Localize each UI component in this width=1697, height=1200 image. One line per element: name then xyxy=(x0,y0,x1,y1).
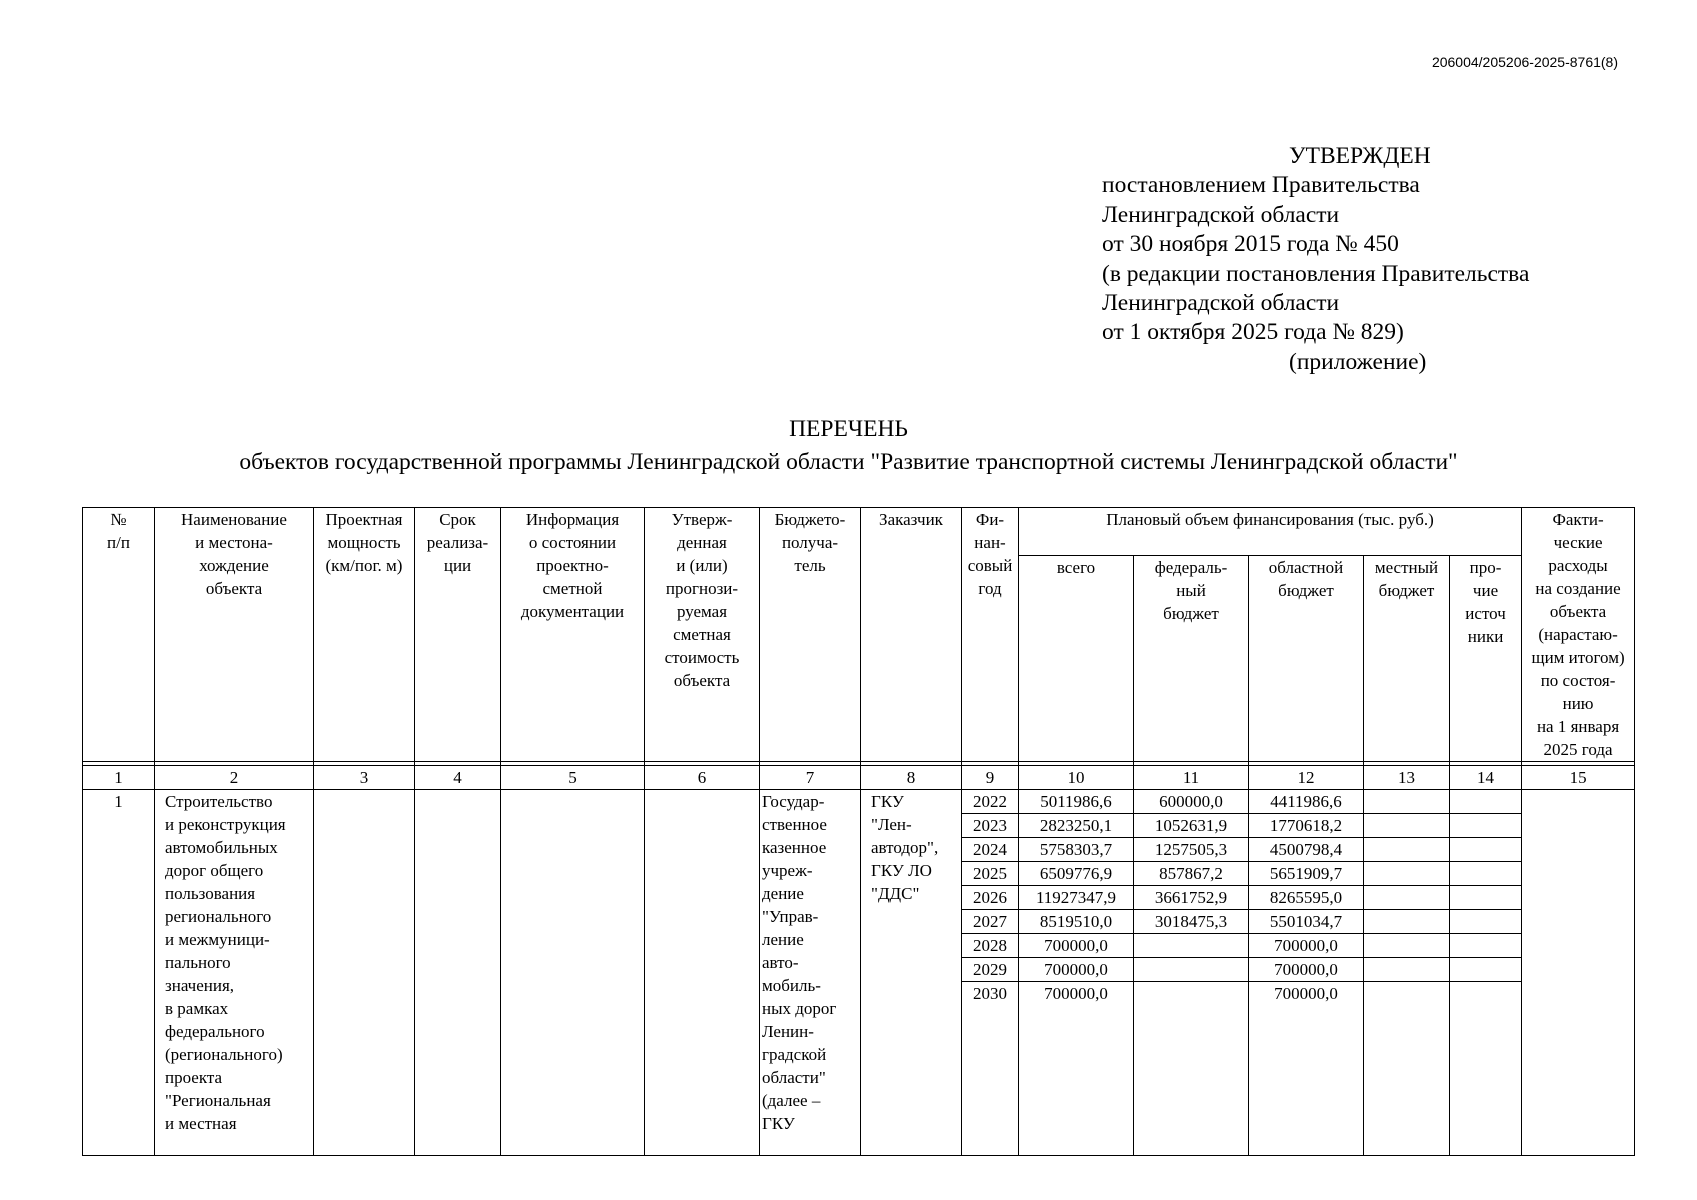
column-number: 7 xyxy=(760,766,861,790)
regional-cell: 4500798,4 xyxy=(1249,838,1364,862)
regional-cell: 5501034,7 xyxy=(1249,910,1364,934)
total-cell: 5758303,7 xyxy=(1019,838,1134,862)
year-cell xyxy=(962,1005,1019,1155)
total-cell xyxy=(1019,1005,1134,1155)
federal-cell xyxy=(1134,1005,1249,1155)
col-header-cost: Утверж- денная и (или) прогнози- руемая сметная стоимость объекта xyxy=(645,508,760,762)
local-cell xyxy=(1364,814,1450,838)
col-header-actual-expenses: Факти- ческие расходы на создание объекта (нарастаю- щим итогом) по состоя- нию на 1 января 2025 года xyxy=(1522,508,1635,762)
total-cell: 2823250,1 xyxy=(1019,814,1134,838)
total-cell: 5011986,6 xyxy=(1019,790,1134,814)
year-cell: 2024 xyxy=(962,838,1019,862)
local-cell xyxy=(1364,910,1450,934)
column-number: 6 xyxy=(645,766,760,790)
year-cell: 2025 xyxy=(962,862,1019,886)
federal-cell xyxy=(1134,982,1249,1006)
local-cell xyxy=(1364,934,1450,958)
approval-line: УТВЕРЖДЕН xyxy=(1289,143,1431,169)
approval-line: постановлением Правительства xyxy=(1102,172,1420,199)
regional-cell: 700000,0 xyxy=(1249,934,1364,958)
col-header-num: № п/п xyxy=(83,508,155,762)
regional-cell: 4411986,6 xyxy=(1249,790,1364,814)
federal-cell: 857867,2 xyxy=(1134,862,1249,886)
objects-table xyxy=(82,507,1635,1156)
other-cell xyxy=(1450,886,1522,910)
term-cell xyxy=(415,790,501,1156)
regional-cell xyxy=(1249,1005,1364,1155)
column-number-row xyxy=(83,766,1635,790)
total-cell: 11927347,9 xyxy=(1019,886,1134,910)
approval-line: от 30 ноября 2015 года № 450 xyxy=(1102,231,1399,258)
col-header-recipient: Бюджето- получа- тель xyxy=(760,508,861,762)
actual-expenses-cell xyxy=(1522,790,1635,1156)
col-header-total: всего xyxy=(1019,556,1134,762)
other-cell xyxy=(1450,790,1522,814)
local-cell xyxy=(1364,958,1450,982)
approval-block xyxy=(1102,142,1607,377)
federal-cell: 3018475,3 xyxy=(1134,910,1249,934)
capacity-cell xyxy=(314,790,415,1156)
table-row xyxy=(83,790,1635,814)
local-cell xyxy=(1364,982,1450,1006)
col-header-docs-info: Информация о состоянии проектно- сметной документации xyxy=(501,508,645,762)
regional-cell: 1770618,2 xyxy=(1249,814,1364,838)
federal-cell xyxy=(1134,958,1249,982)
column-number: 11 xyxy=(1134,766,1249,790)
page-title: ПЕРЕЧЕНЬ xyxy=(789,416,908,442)
customer-cell: ГКУ "Лен- автодор", ГКУ ЛО "ДДС" xyxy=(861,790,962,1156)
regional-cell: 5651909,7 xyxy=(1249,862,1364,886)
regional-cell: 700000,0 xyxy=(1249,958,1364,982)
total-cell: 700000,0 xyxy=(1019,934,1134,958)
column-number: 15 xyxy=(1522,766,1635,790)
local-cell xyxy=(1364,862,1450,886)
header-row xyxy=(83,508,1635,556)
row-number: 1 xyxy=(83,790,155,1156)
local-cell xyxy=(1364,790,1450,814)
column-number: 13 xyxy=(1364,766,1450,790)
col-header-financing-group: Плановый объем финансирования (тыс. руб.) xyxy=(1019,508,1522,556)
column-number: 3 xyxy=(314,766,415,790)
object-name: Строительство и реконструкция автомобильных дорог общего пользования регионального и межмуници- пального значения, в рамках федерального (регионального) проекта "Региональная и местная xyxy=(155,790,314,1156)
federal-cell: 600000,0 xyxy=(1134,790,1249,814)
year-cell: 2030 xyxy=(962,982,1019,1006)
col-header-year: Фи- нан- совый год xyxy=(962,508,1019,762)
total-cell: 8519510,0 xyxy=(1019,910,1134,934)
year-cell: 2027 xyxy=(962,910,1019,934)
total-cell: 700000,0 xyxy=(1019,958,1134,982)
other-cell xyxy=(1450,862,1522,886)
year-cell: 2028 xyxy=(962,934,1019,958)
federal-cell: 3661752,9 xyxy=(1134,886,1249,910)
column-number: 2 xyxy=(155,766,314,790)
federal-cell: 1257505,3 xyxy=(1134,838,1249,862)
col-header-regional: областной бюджет xyxy=(1249,556,1364,762)
approval-line: Ленинградской области xyxy=(1102,201,1340,228)
federal-cell xyxy=(1134,934,1249,958)
col-header-federal: федераль- ный бюджет xyxy=(1134,556,1249,762)
page-subtitle: объектов государственной программы Ленинградской области "Развитие транспортной системы Ленинградской области" xyxy=(239,449,1458,475)
year-cell: 2029 xyxy=(962,958,1019,982)
column-number: 5 xyxy=(501,766,645,790)
other-cell xyxy=(1450,838,1522,862)
other-cell xyxy=(1450,934,1522,958)
column-number: 8 xyxy=(861,766,962,790)
approval-line: (приложение) xyxy=(1289,348,1427,375)
col-header-term: Срок реализа- ции xyxy=(415,508,501,762)
regional-cell: 8265595,0 xyxy=(1249,886,1364,910)
approval-line: от 1 октября 2025 года № 829) xyxy=(1102,319,1404,346)
column-number: 9 xyxy=(962,766,1019,790)
column-number: 14 xyxy=(1450,766,1522,790)
local-cell xyxy=(1364,838,1450,862)
local-cell xyxy=(1364,1005,1450,1155)
year-cell: 2023 xyxy=(962,814,1019,838)
column-number: 4 xyxy=(415,766,501,790)
col-header-other: про- чие источ ники xyxy=(1450,556,1522,762)
col-header-capacity: Проектная мощность (км/пог. м) xyxy=(314,508,415,762)
other-cell xyxy=(1450,910,1522,934)
year-cell: 2026 xyxy=(962,886,1019,910)
regional-cell: 700000,0 xyxy=(1249,982,1364,1006)
approval-line: Ленинградской области xyxy=(1102,290,1340,317)
cost-cell xyxy=(645,790,760,1156)
docs-info-cell xyxy=(501,790,645,1156)
total-cell: 700000,0 xyxy=(1019,982,1134,1006)
document-id: 206004/205206-2025-8761(8) xyxy=(1431,54,1618,70)
recipient-cell: Государ- ственное казенное учреж- дение "Управ- ление авто- мобиль- ных дорог Ленин- градской области" (далее – ГКУ xyxy=(760,790,861,1156)
approval-line: (в редакции постановления Правительства xyxy=(1102,260,1530,287)
other-cell xyxy=(1450,958,1522,982)
other-cell xyxy=(1450,982,1522,1006)
year-cell: 2022 xyxy=(962,790,1019,814)
other-cell xyxy=(1450,814,1522,838)
col-header-local: местный бюджет xyxy=(1364,556,1450,762)
column-number: 1 xyxy=(83,766,155,790)
local-cell xyxy=(1364,886,1450,910)
column-number: 10 xyxy=(1019,766,1134,790)
col-header-name: Наименование и местона- хождение объекта xyxy=(155,508,314,762)
federal-cell: 1052631,9 xyxy=(1134,814,1249,838)
column-number: 12 xyxy=(1249,766,1364,790)
other-cell xyxy=(1450,1005,1522,1155)
total-cell: 6509776,9 xyxy=(1019,862,1134,886)
col-header-customer: Заказчик xyxy=(861,508,962,762)
